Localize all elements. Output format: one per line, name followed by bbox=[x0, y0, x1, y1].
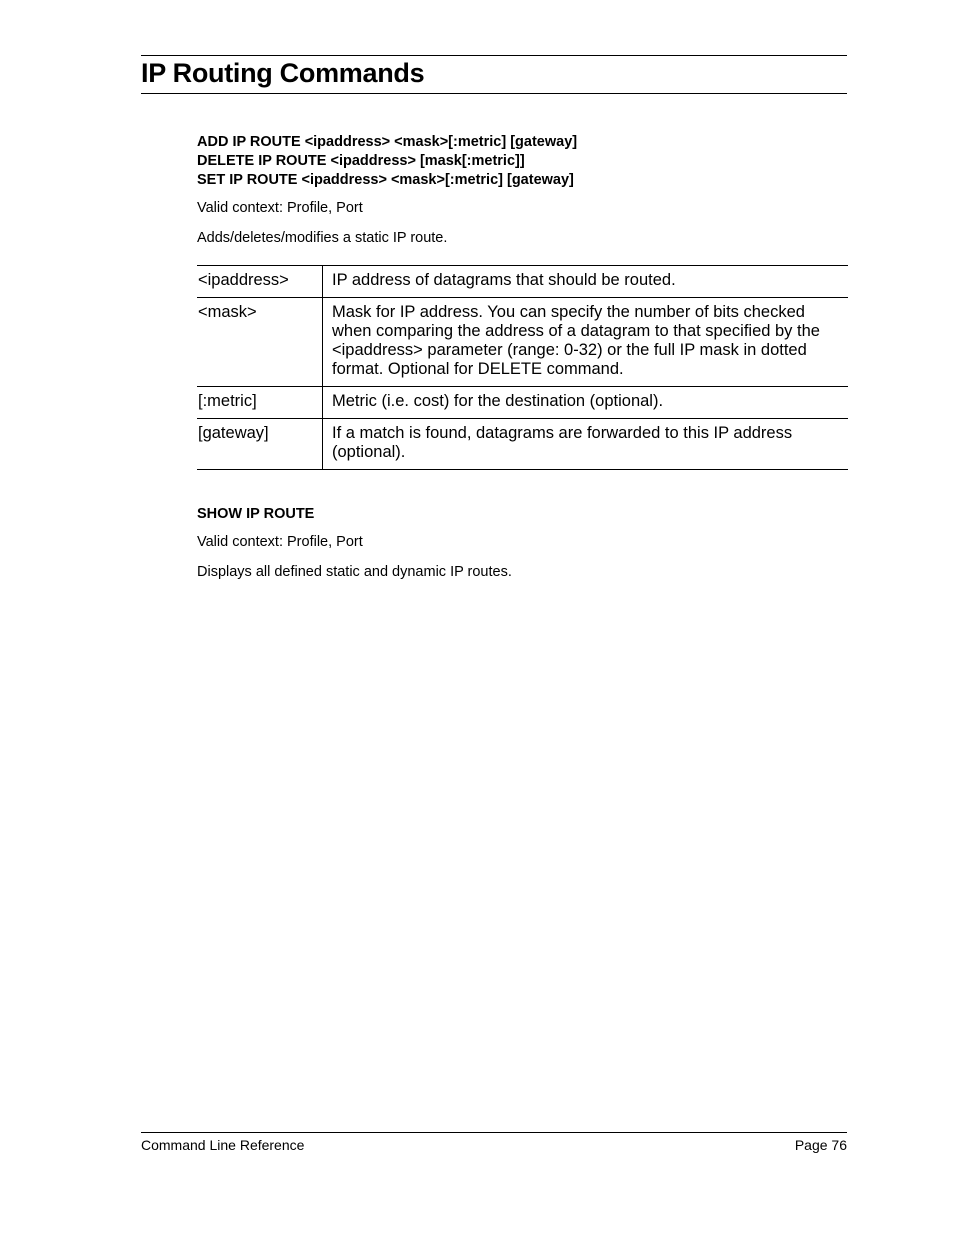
command-syntax-show: SHOW IP ROUTE bbox=[197, 506, 315, 522]
parameter-table bbox=[197, 265, 848, 470]
header-bottom-rule bbox=[141, 93, 847, 94]
param-description bbox=[323, 298, 849, 387]
param-description-line: Mask for IP address. You can specify the number of bits checked bbox=[332, 303, 805, 321]
command-description: Adds/deletes/modifies a static IP route. bbox=[197, 230, 448, 246]
command-syntax-add: ADD IP ROUTE <ipaddress> <mask>[:metric] [gateway] bbox=[197, 134, 578, 150]
table-row bbox=[197, 387, 848, 419]
command-syntax-delete: DELETE IP ROUTE <ipaddress> [mask[:metric]] bbox=[197, 153, 525, 169]
param-description-line: (optional). bbox=[332, 443, 406, 461]
valid-context-text: Valid context: Profile, Port bbox=[197, 200, 363, 216]
param-description-line: when comparing the address of a datagram to that specified by the bbox=[332, 322, 820, 340]
valid-context-text: Valid context: Profile, Port bbox=[197, 534, 363, 550]
param-description-line: <ipaddress> parameter (range: 0-32) or the full IP mask in dotted bbox=[332, 341, 807, 359]
param-description-line: IP address of datagrams that should be routed. bbox=[332, 271, 676, 289]
command-syntax-set: SET IP ROUTE <ipaddress> <mask>[:metric] [gateway] bbox=[197, 172, 574, 188]
table-row bbox=[197, 419, 848, 470]
param-name: [gateway] bbox=[197, 419, 323, 470]
table-row bbox=[197, 298, 848, 387]
footer-page-number: Page 76 bbox=[794, 1137, 847, 1153]
param-description bbox=[323, 387, 849, 419]
param-description bbox=[323, 419, 849, 470]
param-name: <ipaddress> bbox=[197, 266, 323, 298]
param-name: [:metric] bbox=[197, 387, 323, 419]
param-description-line: Metric (i.e. cost) for the destination (optional). bbox=[332, 392, 664, 410]
footer-document-title: Command Line Reference bbox=[141, 1137, 305, 1153]
footer-rule bbox=[141, 1132, 847, 1133]
page-title: IP Routing Commands bbox=[141, 58, 425, 88]
command-description: Displays all defined static and dynamic IP routes. bbox=[197, 564, 512, 580]
param-description-line: format. Optional for DELETE command. bbox=[332, 360, 624, 378]
param-name: <mask> bbox=[197, 298, 323, 387]
table-row bbox=[197, 266, 848, 298]
param-description bbox=[323, 266, 849, 298]
param-description-line: If a match is found, datagrams are forwarded to this IP address bbox=[332, 424, 793, 442]
